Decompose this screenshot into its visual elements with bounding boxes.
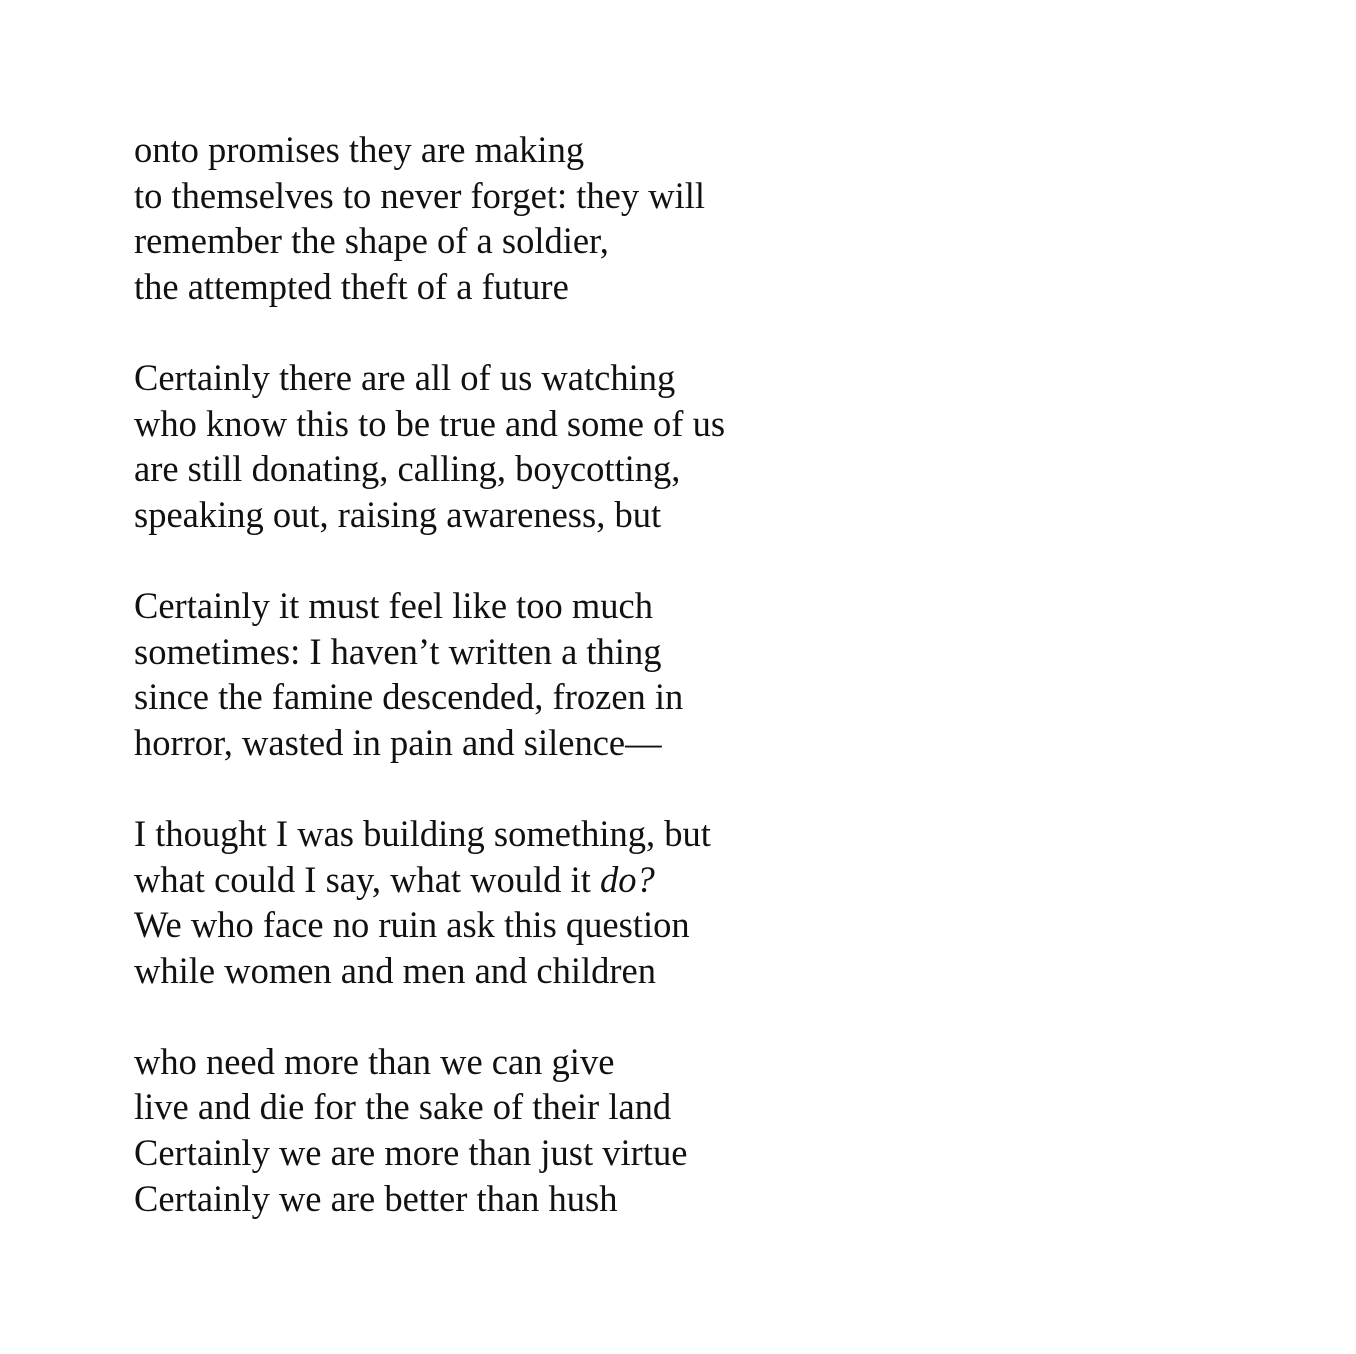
poem-line [134,629,725,675]
line-text: what could I say, what would it [134,858,600,900]
line-text: sometimes: I haven’t written a thing [134,630,662,672]
poem-line [134,264,725,310]
stanza [134,1039,725,1221]
poem-line [134,355,725,401]
poem-line [134,173,725,219]
poem-line [134,1039,725,1085]
poem-line [134,811,725,857]
poem-line [134,948,725,994]
poem-line [134,902,725,948]
line-text: onto promises they are making [134,129,585,170]
poem-line [134,674,725,720]
line-text: live and die for the sake of their land [134,1086,672,1128]
line-text: We who face no ruin ask this question [134,904,690,946]
line-text: I thought I was building something, but [134,812,711,854]
line-text: horror, wasted in pain and silence— [134,721,662,763]
italic-word: do? [599,858,655,900]
line-text: remember the shape of a soldier, [134,220,609,262]
line-text: while women and men and children [134,949,656,991]
line-text: Certainly there are all of us watching [134,356,676,398]
line-text: Certainly we are more than just virtue [134,1132,688,1174]
poem-line [134,720,725,766]
poem-line [134,127,725,173]
poem-line [134,583,725,629]
poem-line [134,401,725,447]
poem-line [134,218,725,264]
line-text: who know this to be true and some of us [134,402,726,444]
line-text: to themselves to never forget: they will [134,174,706,216]
stanza [134,583,725,765]
line-text: Certainly we are better than hush [134,1177,618,1219]
line-text: are still donating, calling, boycotting, [134,448,681,490]
poem [134,127,725,1267]
line-text: the attempted theft of a future [134,265,569,307]
line-text: speaking out, raising awareness, but [134,493,662,535]
poem-line [134,446,725,492]
poem-line [134,1130,725,1176]
poem-line [134,492,725,538]
line-text: Certainly it must feel like too much [134,584,654,626]
line-text: who need more than we can give [134,1040,615,1082]
line-text: since the famine descended, frozen in [134,676,684,718]
stanza [134,127,725,309]
poem-line [134,1084,725,1130]
poem-line [134,857,725,903]
stanza [134,355,725,537]
stanza [134,811,725,993]
poem-line [134,1176,725,1222]
